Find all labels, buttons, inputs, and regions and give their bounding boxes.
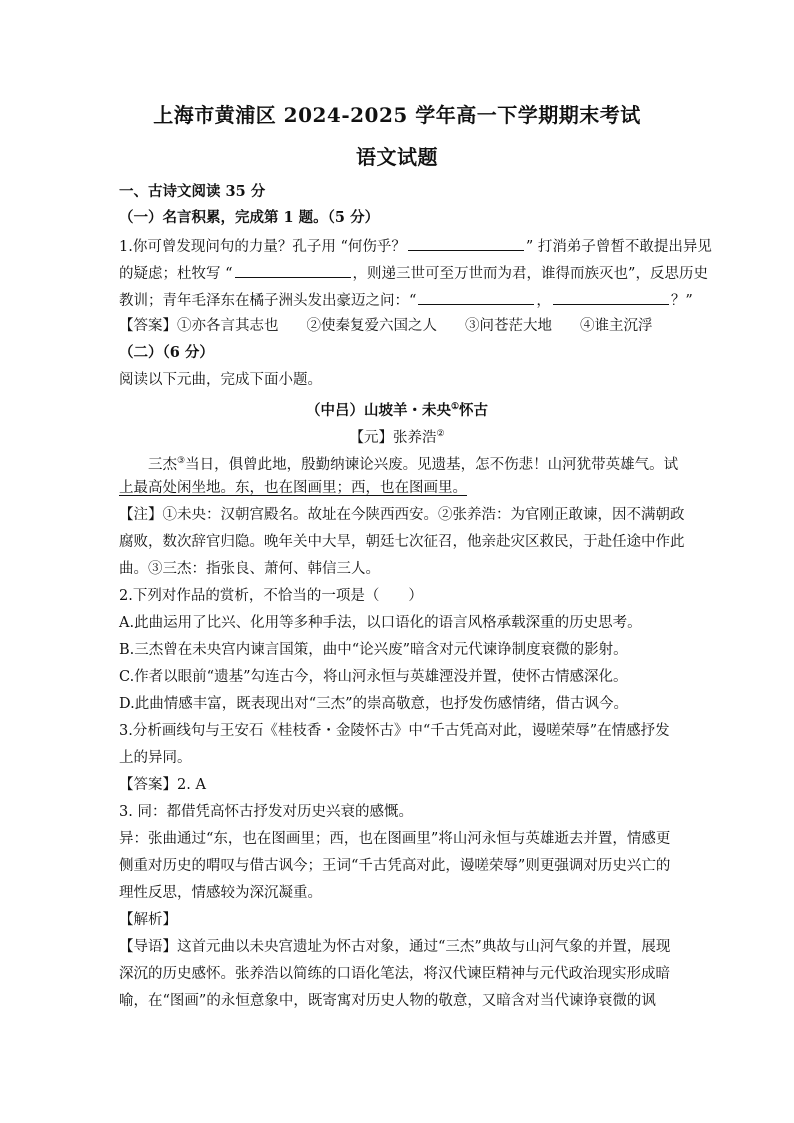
answer-blank[interactable] xyxy=(418,290,534,305)
option-b: B.三杰曾在未央宫内谏言国策，曲中“论兴废”暗含对元代谏诤制度衰微的影射。 xyxy=(119,642,628,658)
poem-author-text: 【元】张养浩 xyxy=(349,429,437,446)
q1-text: ” 打消弟子曾皙不敢提出异见 xyxy=(525,239,712,255)
answer-3-diff: 侧重对历史的喟叹与借古讽今；王词“千古凭高对此，谩嗟荣辱”则更强调对历史兴亡的 xyxy=(119,858,671,874)
question-3-line: 上的异同。 xyxy=(119,750,192,766)
answer-item: ④谁主沉浮 xyxy=(580,318,653,334)
poem-body-line-2 xyxy=(119,479,679,497)
question-1-line-3 xyxy=(119,290,693,310)
option-c: C.作者以眼前“遗基”勾连古今，将山河永恒与英雄湮没并置，使怀古情感深化。 xyxy=(119,669,628,685)
poem-text: 当日，俱曾此地，殷勤纳谏论兴废。见遗基，怎不伤悲！山河犹带英雄气。试 xyxy=(185,456,679,473)
guide-line: 喻，在“图画”的永恒意象中，既寄寓对历史人物的敬意，又暗含对当代谏诤衰微的讽 xyxy=(119,993,656,1009)
q1-text: ，则递三世可至万世而为君，谁得而族灭也”，反思历史 xyxy=(352,266,708,282)
answer-text: 2. A xyxy=(177,777,206,793)
footnote-mark: ① xyxy=(450,402,460,412)
analysis-label: 【解析】 xyxy=(119,912,177,928)
footnote-mark: ③ xyxy=(177,456,186,466)
note-line: 【注】①未央：汉朝宫殿名。故址在今陕西西安。②张养浩：为官刚正敢谏，因不满朝政 xyxy=(119,507,685,523)
q1-text: 的疑虑；杜牧写 “ xyxy=(119,266,233,282)
page-subtitle: 语文试题 xyxy=(356,145,438,169)
underlined-poem-line: 上最高处闲坐地。东，也在图画里；西，也在图画里。 xyxy=(119,480,467,496)
poem-body-line-1 xyxy=(119,452,679,474)
note-line: 曲。③三杰：指张良、萧何、韩信三人。 xyxy=(119,561,380,577)
answer-item: ②使秦复爱六国之人 xyxy=(306,318,437,334)
answer-3-diff: 理性反思，情感较为深沉凝重。 xyxy=(119,885,322,901)
question-2-stem: 2.下列对作品的赏析，不恰当的一项是（ ） xyxy=(119,588,423,604)
answer-label: 【答案】 xyxy=(119,777,177,793)
answer-item: ①亦各言其志也 xyxy=(177,318,279,334)
poem-author xyxy=(0,425,794,447)
page-title: 上海市黄浦区 2024-2025 学年高一下学期期末考试 xyxy=(153,103,641,127)
answer-blank[interactable] xyxy=(235,263,351,278)
part-heading: （一）名言积累，完成第 1 题。（5 分） xyxy=(119,209,380,226)
q1-text: ， xyxy=(536,293,551,309)
poem-text: 三杰 xyxy=(148,456,177,473)
q1-text: 1.你可曾发现问句的力量？孔子用 “何伤乎？ xyxy=(119,239,406,255)
question-1-line-1 xyxy=(119,236,712,256)
guide-line: 深沉的历史感怀。张养浩以简练的口语化笔法，将汉代谏臣精神与元代政治现实形成暗 xyxy=(119,966,670,982)
answer-2 xyxy=(119,776,679,794)
q1-text: 教训；青年毛泽东在橘子洲头发出豪迈之问：“ xyxy=(119,293,417,309)
answer-label: 【答案】 xyxy=(119,318,177,334)
answer-1 xyxy=(119,317,679,335)
reading-instruction: 阅读以下元曲，完成下面小题。 xyxy=(119,372,322,388)
option-a: A.此曲运用了比兴、化用等多种手法，以口语化的语言风格承载深重的历史思考。 xyxy=(119,615,642,631)
question-1-line-2 xyxy=(119,263,708,283)
option-d: D.此曲情感丰富，既表现出对“三杰”的崇高敬意，也抒发伤感情绪，借古讽今。 xyxy=(119,696,629,712)
poem-title-text: （中吕）山坡羊・未央 xyxy=(305,401,451,419)
note-line: 腐败，数次辞官归隐。晚年关中大旱，朝廷七次征召，他亲赴灾区救民，于赴任途中作此 xyxy=(119,534,685,550)
answer-blank[interactable] xyxy=(553,290,669,305)
answer-blank[interactable] xyxy=(408,236,524,251)
answer-item: ③问苍茫大地 xyxy=(465,318,552,334)
poem-title-text: 怀古 xyxy=(459,401,489,419)
guide-line: 【导语】这首元曲以未央宫遗址为怀古对象，通过“三杰”典故与山河气象的并置，展现 xyxy=(119,939,671,955)
footnote-mark: ② xyxy=(436,429,445,439)
section-heading: 一、古诗文阅读 35 分 xyxy=(119,183,266,200)
answer-3-diff: 异：张曲通过“东，也在图画里；西，也在图画里”将山河永恒与英雄逝去并置，情感更 xyxy=(119,831,671,847)
q1-text: ？” xyxy=(670,293,693,309)
poem-title xyxy=(0,398,794,420)
question-3-line: 3.分析画线句与王安石《桂枝香・金陵怀古》中“千古凭高对此，谩嗟荣辱”在情感抒发 xyxy=(119,723,670,739)
answer-3-same: 3. 同：都借凭高怀古抒发对历史兴衰的感慨。 xyxy=(119,804,413,820)
part-heading: （二）（6 分） xyxy=(119,344,214,361)
